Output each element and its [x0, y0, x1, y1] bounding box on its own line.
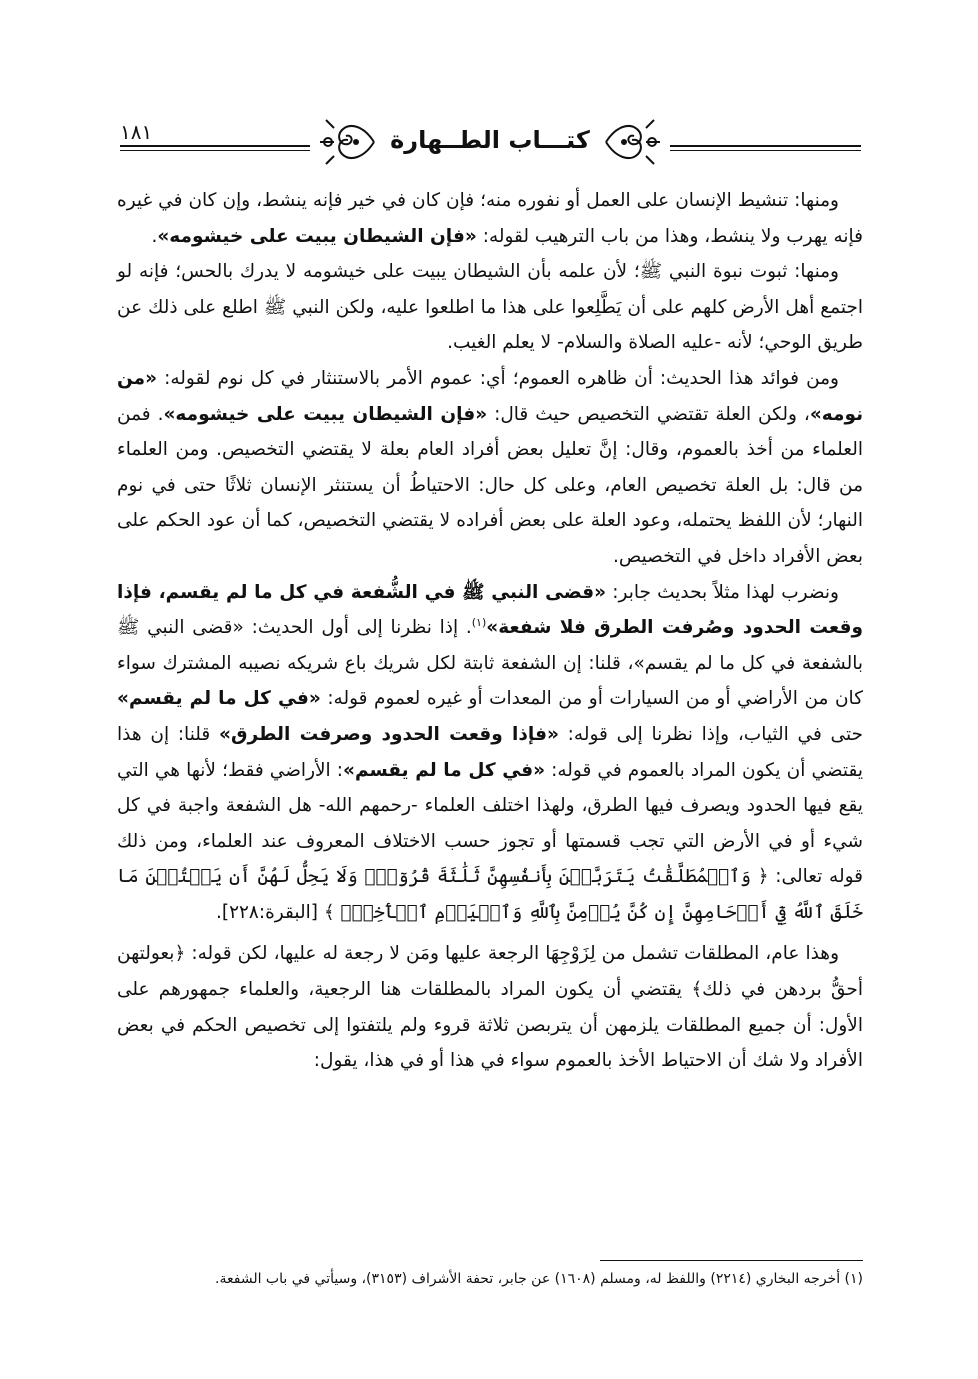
text-segment: . فمن العلماء من أخذ بالعموم، وقال: إنَّ تعليل بعض أفراد العام بعلة لا يقتضي التخصيص. ومن العلماء من قال: بل العلة تخصيص العام، وعلى كل حال: الاحتياطُ أن يستنثر الإنسان ثلاثًا حتى في نوم النهار؛ لأن اللفظ يحتمله، وعود العلة على بعض أفراده لا يقتضي التخصيص، كما أن عود الحكم على بعض الأفراد داخل في التخصيص. — [117, 403, 863, 567]
paragraph — [117, 936, 863, 1078]
paragraph — [117, 575, 863, 931]
ornament-left-icon — [316, 116, 376, 168]
text-segment: . إذا نظرنا إلى أول الحديث: — [243, 617, 472, 639]
header-rule-right — [670, 145, 861, 147]
hadith-quote: «فإن الشيطان يبيت على خيشومه» — [157, 225, 477, 247]
text-segment: ، قلنا: إن الشفعة ثابتة لكل شريك باع شريكه نصيبه المشترك سواء كان من الأراضي أو من السيارات أو من المعدات أو غيره لعموم قوله: — [117, 652, 863, 710]
footnote-marker[interactable]: (١) — [471, 615, 487, 629]
text-segment: ومنها: تنشيط الإنسان على العمل أو نفوره منه؛ فإن كان في خير فإنه ينشط، وإن كان في غيره فإنه يهرب ولا ينشط، وهذا من باب الترهيب لقوله: — [117, 190, 863, 247]
hadith-quote: «من نومه» — [117, 367, 864, 425]
text-segment: : الأراضي فقط؛ لأنها هي التي يقع فيها الحدود ويصرف فيها الطرق، ولهذا اختلف العلماء -رحمهم الله- هل الشفعة واجبة في كل شيء أو في الأرض التي تجب قسمتها أو تجوز حسب الاختلاف المعروف عند العلماء، ومن ذلك قوله تعالى: — [117, 759, 863, 888]
header-rule-right-thin — [670, 150, 861, 151]
paragraph — [117, 254, 863, 361]
text-segment: يقتضي أن يكون المراد بالمطلقات هنا الرجعية، والعلماء جمهورهم على الأول: أن جميع المطلقات يلزمهن أن يتربصن ثلاثة قروء ولم يلتفتوا إلى تخصيص الحكم في بعض الأفراد ولا شك أن الاحتياط الأخذ بالعموم سواء في هذا أو في هذا، يقول: — [117, 979, 863, 1072]
footnote-divider — [600, 1260, 863, 1261]
text-segment: ، ولكن العلة تقتضي التخصيص حيث قال: — [487, 403, 810, 425]
text-segment: حتى في الثياب، وإذا نظرنا إلى قوله: — [558, 723, 863, 745]
text-segment: . — [151, 225, 158, 247]
text-segment: وهذا عام، المطلقات تشمل من لِزَوْجِهَا الرجعة عليها ومَن لا رجعة له عليها، لكن قوله: — [185, 943, 839, 965]
text-segment: ومن فوائد هذا الحديث: أن ظاهره العموم؛ أي: عموم الأمر بالاستنثار في كل نوم لقوله: — [157, 367, 839, 389]
header-rule-left — [120, 145, 310, 147]
text-segment: ونضرب لهذا مثلاً بحديث جابر: — [606, 581, 839, 603]
header-rule-left-thin — [120, 150, 310, 151]
ornament-right-icon — [604, 116, 664, 168]
paragraph — [117, 361, 863, 575]
text-segment: [البقرة:٢٢٨]. — [215, 901, 324, 923]
page-header — [120, 112, 861, 172]
quran-verse: ﴿بعولتهن أحقُّ بردهن في ذلك﴾ — [117, 943, 863, 1001]
chapter-title: كتـــاب الطــهارة — [390, 126, 590, 154]
text-segment: «قضى النبي ﷺ بالشفعة في كل ما لم يقسم» — [117, 617, 863, 674]
quran-verse: ﴿ وَٱلۡمُطَلَّقَٰتُ يَتَرَبَّصۡنَ بِأَنفُسِهِنَّ ثَلَٰثَةَ قُرُوٓءٖۚ وَلَا يَحِلُّ لَهُنَّ أَن يَكۡتُمۡنَ مَا خَلَقَ ٱللَّهُ فِيٓ أَرۡحَامِهِنَّ إِن كُنَّ يُؤۡمِنَّ بِٱللَّهِ وَٱلۡيَوۡمِ ٱلۡأٓخِرِۚ ﴾ — [117, 866, 863, 923]
paragraph — [117, 183, 863, 254]
main-body-text — [117, 183, 863, 1079]
hadith-quote: «فإذا وقعت الحدود وصرفت الطرق» — [219, 723, 559, 745]
hadith-quote: «في كل ما لم يقسم» — [117, 688, 321, 710]
hadith-quote: «في كل ما لم يقسم» — [343, 759, 546, 781]
text-segment: ومنها: ثبوت نبوة النبي ﷺ؛ لأن علمه بأن الشيطان يبيت على خيشومه لا يدرك بالحس؛ فإنه لو اجتمع أهل الأرض كلهم على أن يَطَّلِعوا على هذا ما اطلعوا عليه، ولكن النبي ﷺ اطلع على ذلك عن طريق الوحي؛ لأنه -عليه الصلاة والسلام- لا يعلم الغيب. — [117, 261, 863, 354]
footnote: (١) أخرجه البخاري (٢٢١٤) واللفظ له، ومسلم (١٦٠٨) عن جابر، تحفة الأشراف (٣١٥٣)، وسيأتي في باب الشفعة. — [215, 1271, 863, 1287]
text-segment: قلنا: إن هذا يقتضي أن يكون المراد بالعموم في قوله: — [117, 723, 863, 781]
page-number: ١٨١ — [120, 120, 153, 144]
hadith-quote: «فإن الشيطان يبيت على خيشومه» — [163, 403, 488, 425]
hadith-quote: «قضى النبي ﷺ في الشُّفعة في كل ما لم يقسم، فإذا وقعت الحدود وصُرفت الطرق فلا شفعة» — [117, 581, 863, 639]
